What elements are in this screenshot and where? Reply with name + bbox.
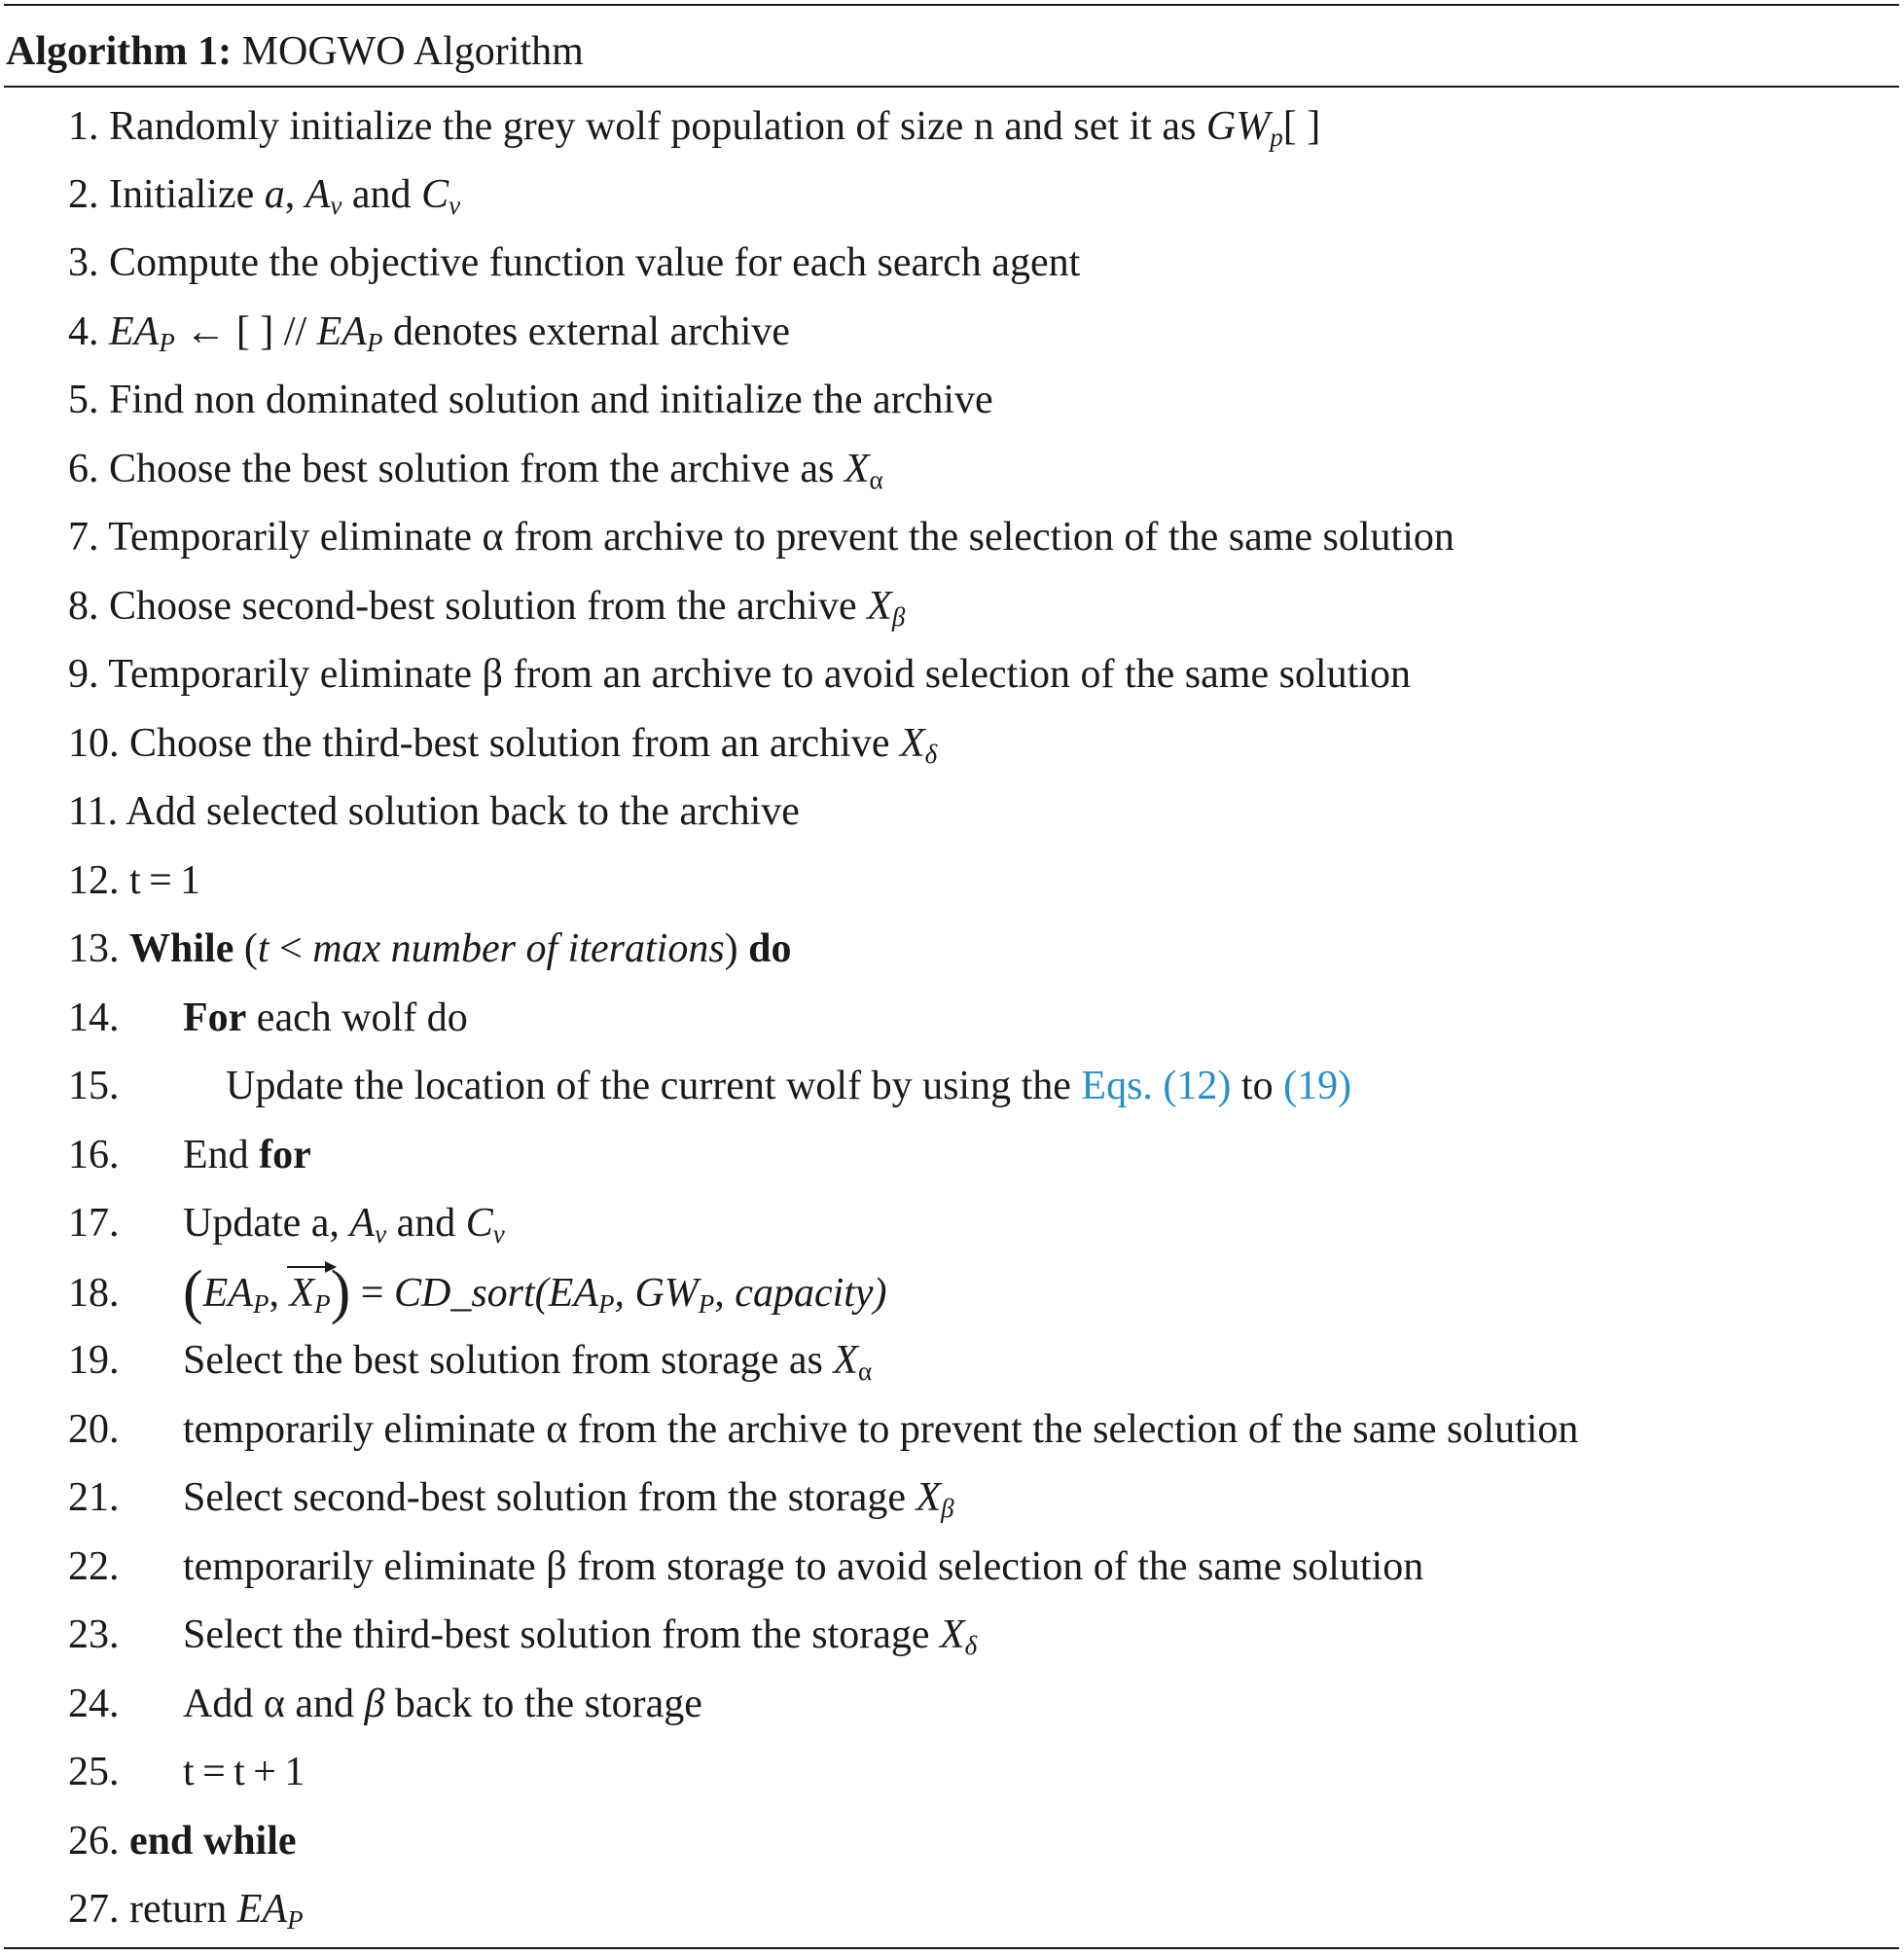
step-12: 12. t = 1	[68, 858, 201, 903]
step-2: 2. Initialize a, $A_v$ and $C_v$	[68, 172, 461, 220]
bottom-rule	[4, 1947, 1899, 1949]
step-6: 6. Choose the best solution from the archive as $X_\alpha$	[68, 447, 883, 494]
step-3: 3. Compute the objective function value for each search agent	[68, 240, 1081, 285]
step-27: 27. return $EA_P$	[68, 1887, 304, 1935]
algorithm-title	[6, 27, 584, 76]
step-22: 22. temporarily eliminate β from storage to avoid selection of the same solution	[68, 1544, 1424, 1589]
step-14: 14. For each wolf do	[68, 996, 468, 1040]
step-16: 16. End for	[68, 1133, 311, 1177]
step-11: 11. Add selected solution back to the archive	[68, 789, 800, 834]
step-23: 23. Select the third-best solution from the storage $X_\delta$	[68, 1612, 978, 1660]
step-24: 24. Add α and β back to the storage	[68, 1682, 702, 1726]
top-rule	[4, 4, 1899, 6]
step-21: 21. Select second-best solution from the storage $X_\beta$	[68, 1475, 954, 1523]
step-13: 13. While (t < max number of iterations) do	[68, 926, 792, 971]
vector-x-p: $X_P$	[289, 1264, 330, 1322]
step-17: 17. Update a, $A_v$ and $C_v$	[68, 1201, 505, 1249]
step-8: 8. Choose second-best solution from the archive $X_\beta$	[68, 584, 906, 632]
step-4: 4. $EA_P$ ← [ ] // $EA_P$ denotes external archive	[68, 309, 791, 357]
step-10: 10. Choose the third-best solution from an archive $X_\delta$	[68, 721, 938, 769]
step-5: 5. Find non dominated solution and initialize the archive	[68, 378, 993, 422]
step-1: 1. Randomly initialize the grey wolf population of size n and set it as $GW_p$[ ]	[68, 104, 1321, 152]
step-7: 7. Temporarily eliminate α from archive to prevent the selection of the same solution	[68, 515, 1455, 560]
eq-12-link[interactable]: Eqs. (12)	[1081, 1064, 1232, 1108]
eq-19-link[interactable]: (19)	[1283, 1064, 1352, 1108]
algorithm-label: Algorithm 1:	[6, 29, 233, 74]
step-15: 15. Update the location of the current wolf by using the Eqs. (12) to (19)	[68, 1064, 1352, 1108]
header-rule	[4, 86, 1899, 88]
step-19: 19. Select the best solution from storage as $X_\alpha$	[68, 1338, 873, 1386]
step-9: 9. Temporarily eliminate β from an archive to avoid selection of the same solution	[68, 652, 1411, 697]
step-26: 26. end while	[68, 1819, 297, 1864]
step-25: 25. t = t + 1	[68, 1750, 305, 1794]
step-20: 20. temporarily eliminate α from the archive to prevent the selection of the same solution	[68, 1407, 1579, 1452]
algorithm-name: MOGWO Algorithm	[241, 29, 584, 74]
step-18: 18. ($EA_P$, $X_P$) = $CD\_sort(EA_P$, $GW_P$, capacity)	[68, 1259, 887, 1325]
